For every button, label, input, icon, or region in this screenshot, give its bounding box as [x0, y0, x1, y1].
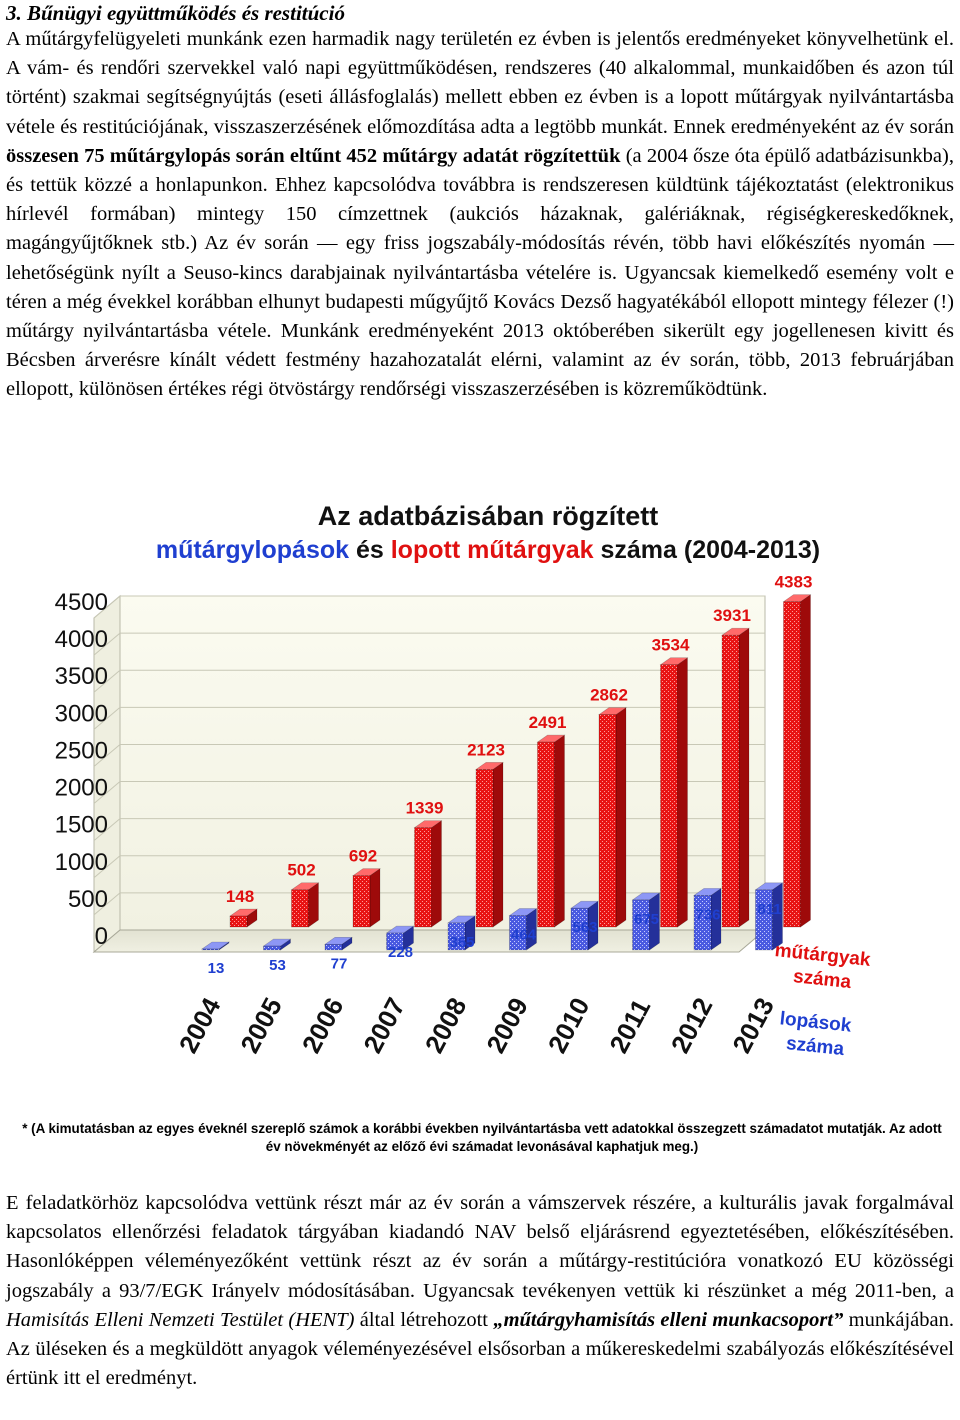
bar-front — [325, 944, 342, 950]
data-label-mutargyak: 2862 — [590, 685, 628, 705]
bar-front — [599, 715, 616, 927]
data-label-mutargyak: 692 — [348, 846, 378, 866]
y-tick-label: 1000 — [54, 848, 108, 876]
data-label-lopasok: 736 — [695, 906, 721, 924]
paragraph-1 — [6, 25, 954, 405]
data-label-lopasok: 13 — [207, 960, 225, 977]
data-label-lopasok: 464 — [510, 926, 537, 944]
data-label-lopasok: 675 — [633, 910, 660, 928]
data-label-lopasok: 563 — [572, 919, 598, 937]
x-tick-label: 2004 — [172, 992, 227, 1058]
bar-lopott-mutargyak-2010 — [599, 708, 626, 927]
y-tick-label: 500 — [67, 885, 108, 913]
chart-title-span: lopott műtárgyak — [390, 536, 594, 564]
y-tick-label: 3500 — [54, 663, 108, 691]
x-tick-label: 2012 — [664, 992, 719, 1058]
section-heading: 3. Bűnügyi együttműködés és restitúció — [6, 1, 345, 25]
bar-front — [538, 742, 555, 927]
chart-title-span: és — [349, 536, 391, 564]
text-run: összesen 75 műtárgylopás során eltűnt 452 műtárgy adatát rögzítettük — [6, 144, 621, 167]
chart-title-span: műtárgylopások — [155, 536, 350, 564]
bar-front — [292, 890, 309, 927]
data-label-lopasok: 811 — [757, 900, 782, 918]
data-label-lopasok: 365 — [449, 933, 475, 951]
legend-label: műtárgyakszáma — [773, 940, 872, 994]
text-run: „műtárgyhamisítás elleni munkacsoport” — [493, 1308, 844, 1331]
data-label-mutargyak: 1339 — [405, 798, 444, 818]
x-tick-label: 2007 — [357, 992, 411, 1058]
data-label-mutargyak: 3534 — [651, 635, 690, 655]
x-tick-label: 2009 — [480, 992, 534, 1058]
chart-title-span: száma (2004-2013) — [593, 536, 821, 564]
bar-lopott-mutargyak-2007 — [415, 821, 442, 927]
legend-label: lopásokszáma — [778, 1008, 853, 1061]
plot-area — [55, 573, 872, 1061]
bar-front — [264, 946, 281, 950]
bar-lopott-mutargyak-2009 — [538, 735, 565, 927]
bar-front — [353, 876, 370, 927]
x-tick-label: 2006 — [295, 992, 350, 1058]
data-label-lopasok: 77 — [330, 955, 348, 973]
bar-side — [739, 628, 749, 927]
bar-side — [616, 708, 626, 927]
text-run: (a 2004 ősze óta épülő adatbázisunkba), és tettük közzé a honlapunkon. Ehhez kapcsolódva továbbra is rendszeresen küldtünk tájékoztatást (elektronikus hírlevél formában) mintegy 150 címzettnek (aukciós házaknak, galériáknak, régiségkereskedőknek, magángyűjtőknek stb.) Az év során — egy friss jogszabály-módosítás révén, több havi előkészítés nyomán — lehetőségünk nyílt a Seuso-kincs darabjainak nyilvántartásba vételére is. Ugyancsak kiemelkedő esemény volt e téren a még évekkel korábban elhunyt budapesti műgyűjtő Kovács Dezső hagyatékából ellopott mintegy félezer (!) műtárgy nyilvántartásba vétele. Munkánk eredményeként 2013 októberében sikerült egy jogellenesen kivitt és Bécsben árverésre kínált védett festmény hazahozatalát elérni, valamint az év során, több, 2013 februárjában ellopott, különösen értékes régi ötvöstárgy rendőrségi visszaszerzésében is közreműködtünk. — [6, 144, 954, 401]
bar-lopott-mutargyak-2011 — [661, 658, 688, 927]
data-label-mutargyak: 2491 — [528, 713, 567, 733]
bar-side — [370, 869, 380, 927]
bar-front — [415, 828, 432, 927]
x-tick-label: 2010 — [541, 992, 596, 1058]
data-label-mutargyak: 148 — [225, 887, 255, 907]
data-label-lopasok: 53 — [269, 957, 286, 975]
data-label-mutargyak: 4383 — [774, 572, 813, 592]
y-tick-label: 4500 — [54, 589, 108, 616]
bar-lopott-mutargyak-2013 — [784, 595, 811, 927]
bar-front — [661, 665, 678, 927]
x-tick-label: 2013 — [726, 992, 780, 1058]
bar-side — [555, 735, 565, 927]
chart-title-line1: Az adatbázisában rögzített — [317, 501, 659, 531]
text-run: Hamisítás Elleni Nemzeti Testület (HENT) — [6, 1308, 355, 1331]
chart-title-line2 — [156, 536, 820, 564]
data-label-lopasok: 228 — [387, 944, 414, 962]
bar-front — [202, 949, 219, 950]
bar-side — [309, 883, 319, 927]
data-label-mutargyak: 2123 — [467, 740, 505, 760]
bar-front — [722, 635, 739, 927]
y-tick-label: 1500 — [54, 811, 108, 839]
y-tick-label: 3000 — [54, 700, 108, 728]
x-tick-label: 2011 — [603, 993, 657, 1058]
data-label-mutargyak: 3931 — [713, 606, 751, 626]
x-tick-label: 2005 — [234, 992, 288, 1058]
bar-front — [230, 916, 247, 927]
y-tick-label: 2000 — [54, 774, 108, 802]
y-tick-label: 0 — [94, 923, 108, 950]
text-run: E feladatkörhöz kapcsolódva vettünk részt már az év során a vámszervek részére, a kulturális javak forgalmával kapcsolatos ellenőrzési feladatok tárgyában kiadandó NAV belső eljárásrend egyeztetésében, előkészítésében. Hasonlóképpen véleményezőként vettünk részt az év során a műtárgy-restitúcióra vonatkozó EU közösségi jogszabály a 93/7/EGK Irányelv módosításában. Ugyancsak tevékenyen vettük ki részünket a még 2011-ben, a — [6, 1192, 954, 1302]
bar-lopott-mutargyak-2008 — [476, 762, 503, 927]
bar-side — [432, 821, 442, 927]
chart-floor — [94, 930, 765, 952]
data-label-mutargyak: 502 — [287, 860, 316, 880]
bar-side — [678, 658, 688, 927]
bar-lopott-mutargyak-2005 — [292, 883, 319, 927]
bar-front — [756, 890, 773, 950]
text-run: A műtárgyfelügyeleti munkánk ezen harmadik nagy területén ez évben is jelentős eredményeket könyvelhetünk el. A vám- és rendőri szervekkel való napi együttműködésen, rendszeres (40 alkalommal, munkaidőben és azon túl történt) szakmai segítségnyújtás (eseti állásfoglalás) mellett ebben ez évben is a lopott műtárgyak nyilvántartásba vétele és restitúciójának, visszaszerzésének előmozdítása adta a legtöbb munkát. Ennek eredményeként az év során — [6, 28, 954, 138]
y-tick-label: 4000 — [54, 626, 108, 654]
bar-side — [493, 762, 503, 927]
bar-front — [476, 769, 493, 927]
text-run: által létrehozott — [354, 1308, 494, 1331]
chart-footnote: * (A kimutatásban az egyes éveknél szereplő számok a korábbi években nyilvántartásba vett adatokkal összegzett számadatot mutatják. Az adott év növekményét az előző évi számadat levonásával kaphatjuk meg.) — [22, 1121, 942, 1154]
text-run: munkájában. Az üléseken és a megküldött anyagok véleményezésével elsősorban a műkereskedelmi szabályozás előkészítésével értünk itt el eredményt. — [6, 1308, 954, 1390]
y-tick-label: 2500 — [54, 737, 108, 765]
bar-side — [801, 595, 811, 927]
x-tick-label: 2008 — [418, 992, 473, 1058]
bar-lopott-mutargyak-2006 — [353, 869, 380, 927]
bar-lopott-mutargyak-2012 — [722, 628, 749, 927]
bar-chart — [0, 495, 960, 1115]
paragraph-2 — [6, 1189, 954, 1393]
bar-front — [784, 602, 801, 927]
